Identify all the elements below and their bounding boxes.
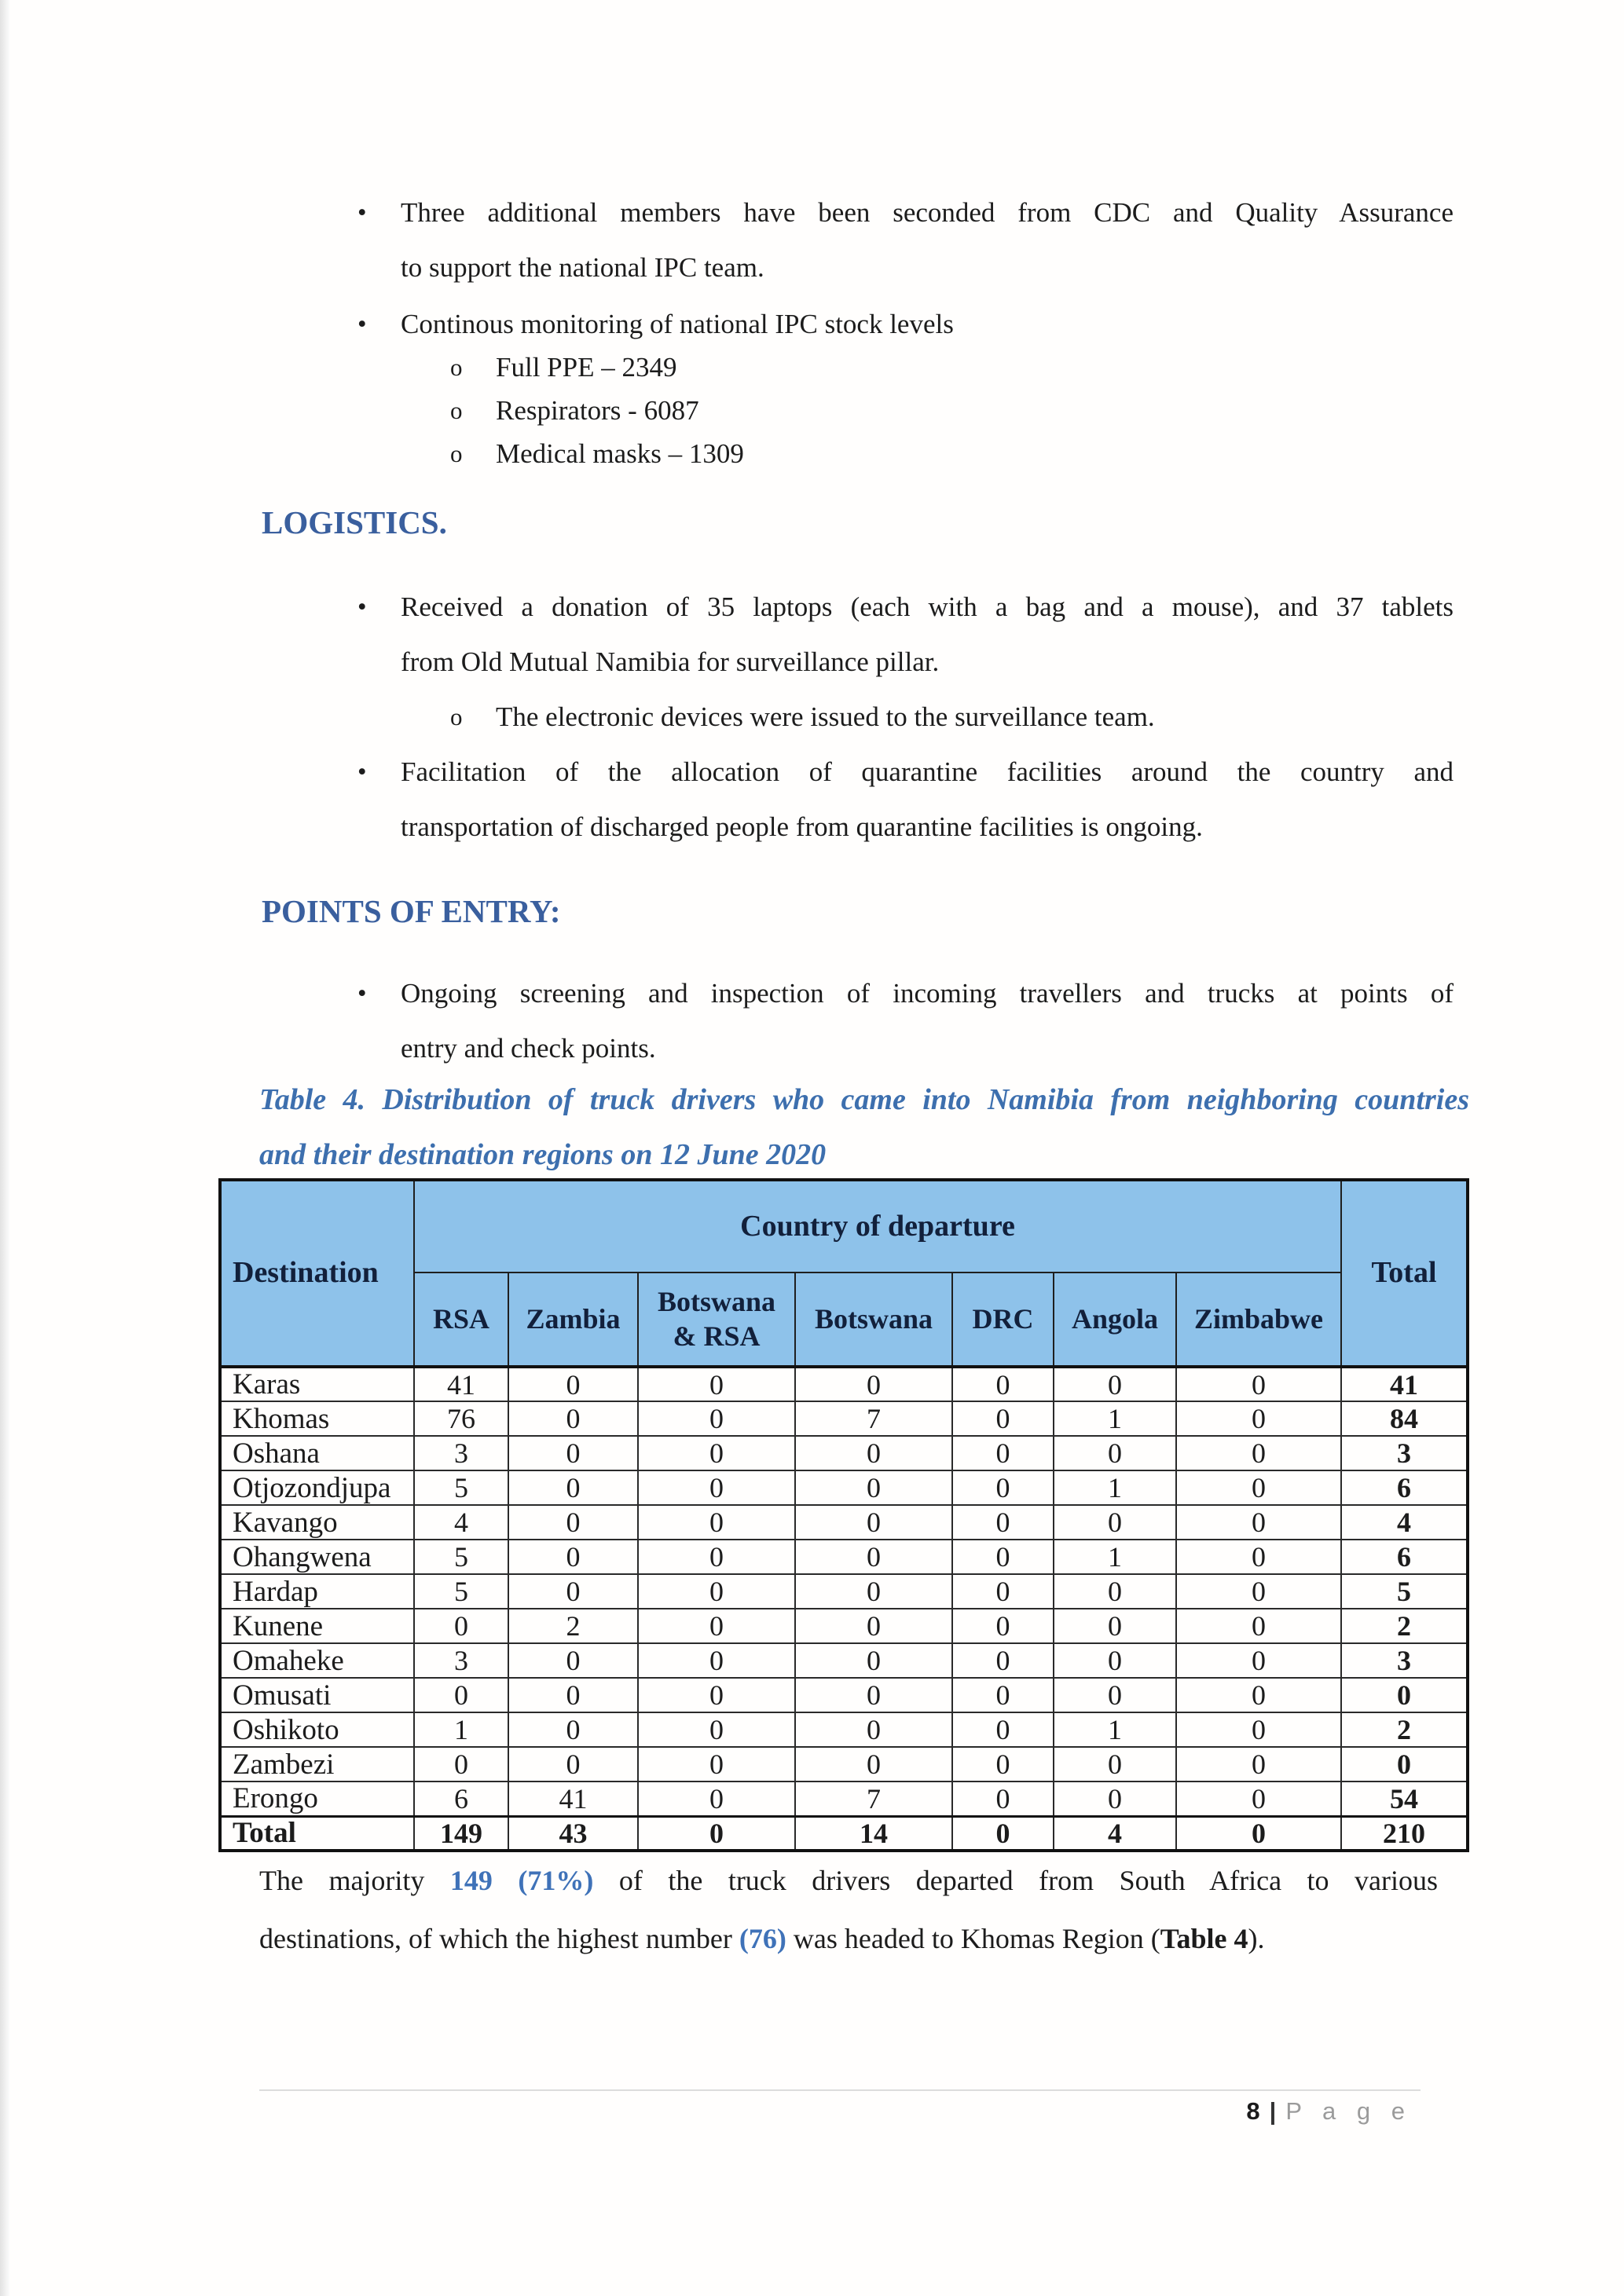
sub-bullet-text: The electronic devices were issued to the surveillance team.	[496, 701, 1155, 732]
bullet-text: transportation of discharged people from quarantine facilities is ongoing.	[401, 811, 1203, 842]
footer-divider	[259, 2089, 1421, 2091]
footer-separator: |	[1269, 2097, 1277, 2125]
table-cell: 0	[638, 1678, 795, 1712]
table-cell: 149	[414, 1816, 508, 1851]
table-cell: 0	[638, 1505, 795, 1540]
table-cell: 0	[1054, 1574, 1176, 1609]
table-cell: 2	[508, 1609, 638, 1643]
table-cell: 0	[1176, 1678, 1341, 1712]
row-header: Zambezi	[220, 1747, 414, 1782]
table-cell-total: 210	[1341, 1816, 1468, 1851]
table-cell: 1	[1054, 1712, 1176, 1747]
table-cell: 0	[795, 1436, 952, 1470]
column-header: Botswana & RSA	[638, 1273, 795, 1367]
footer-page-word: P a g e	[1285, 2097, 1412, 2125]
bullet-text: Continous monitoring of national IPC stock levels	[401, 309, 954, 339]
table-cell: 4	[414, 1505, 508, 1540]
sub-bullet-text: Full PPE – 2349	[496, 352, 677, 383]
table4-truck-drivers	[218, 1178, 1469, 1852]
table-cell: 0	[952, 1436, 1054, 1470]
table-row	[220, 1401, 1468, 1436]
table-cell: 0	[1054, 1505, 1176, 1540]
page-number: 8	[1246, 2097, 1260, 2125]
table-cell: 0	[414, 1609, 508, 1643]
table-cell: 0	[952, 1747, 1054, 1782]
table-cell: 0	[638, 1609, 795, 1643]
table-cell-total: 0	[1341, 1678, 1468, 1712]
table-cell: 0	[638, 1574, 795, 1609]
bullet-text: Three additional members have been seconded from CDC and Quality Assurance	[401, 197, 1454, 228]
table-cell: 0	[1176, 1712, 1341, 1747]
table-cell: 0	[1054, 1747, 1176, 1782]
table-cell: 4	[1054, 1816, 1176, 1851]
table-cell: 41	[508, 1782, 638, 1816]
table-cell: 0	[1054, 1609, 1176, 1643]
table-cell: 14	[795, 1816, 952, 1851]
table-cell: 0	[1054, 1643, 1176, 1678]
section-heading-logistics: LOGISTICS.	[262, 504, 447, 540]
bullet-icon: •	[357, 980, 367, 1008]
table-cell: 0	[1176, 1367, 1341, 1401]
table-cell: 0	[638, 1470, 795, 1505]
table-cell: 0	[1054, 1678, 1176, 1712]
sub-bullet-icon: o	[450, 353, 463, 381]
row-header: Hardap	[220, 1574, 414, 1609]
table-cell: 0	[1054, 1436, 1176, 1470]
summary-paragraph-line-2	[259, 1917, 1438, 1961]
scan-edge-artifact	[0, 0, 9, 2296]
table-header-row	[220, 1180, 1468, 1273]
table-cell-total: 2	[1341, 1712, 1468, 1747]
table-total-row	[220, 1816, 1468, 1851]
table-cell: 0	[508, 1712, 638, 1747]
table-cell: 0	[795, 1540, 952, 1574]
table-cell-total: 54	[1341, 1782, 1468, 1816]
sub-bullet-text: Respirators - 6087	[496, 395, 699, 426]
table-cell-total: 41	[1341, 1367, 1468, 1401]
table-cell: 0	[952, 1367, 1054, 1401]
table-row	[220, 1747, 1468, 1782]
table-cell: 0	[1176, 1747, 1341, 1782]
table-cell: 0	[508, 1678, 638, 1712]
table-cell-total: 3	[1341, 1643, 1468, 1678]
table-cell: 0	[795, 1470, 952, 1505]
bullet-icon: •	[357, 310, 367, 339]
table-cell: 0	[795, 1712, 952, 1747]
table-cell: 0	[795, 1609, 952, 1643]
table-cell: 0	[508, 1367, 638, 1401]
table-cell: 0	[508, 1505, 638, 1540]
table-row	[220, 1540, 1468, 1574]
bullet-text: entry and check points.	[401, 1033, 656, 1064]
table-cell: 0	[638, 1782, 795, 1816]
table-cell: 0	[638, 1367, 795, 1401]
row-header: Kavango	[220, 1505, 414, 1540]
summary-text: was headed to Khomas Region (	[786, 1923, 1160, 1954]
table-cell: 0	[1176, 1401, 1341, 1436]
table-cell: 1	[414, 1712, 508, 1747]
table-cell: 0	[952, 1643, 1054, 1678]
row-header: Omusati	[220, 1678, 414, 1712]
column-header: Botswana	[795, 1273, 952, 1367]
summary-paragraph-line-1	[259, 1858, 1438, 1902]
row-header: Oshikoto	[220, 1712, 414, 1747]
bullet-text: Facilitation of the allocation of quarantine facilities around the country and	[401, 756, 1454, 787]
table-cell: 0	[795, 1747, 952, 1782]
table-row	[220, 1678, 1468, 1712]
summary-table-reference: Table 4	[1160, 1923, 1248, 1954]
table-cell: 0	[508, 1574, 638, 1609]
table-cell-total: 0	[1341, 1747, 1468, 1782]
summary-text: of the truck drivers departed from South Africa to various	[593, 1865, 1438, 1896]
table-cell: 0	[638, 1643, 795, 1678]
row-header: Otjozondjupa	[220, 1470, 414, 1505]
table-cell: 0	[508, 1747, 638, 1782]
table-cell: 5	[414, 1574, 508, 1609]
table-row	[220, 1609, 1468, 1643]
table-cell: 0	[952, 1540, 1054, 1574]
summary-highlight: 149 (71%)	[449, 1865, 594, 1896]
table-row	[220, 1470, 1468, 1505]
bullet-icon: •	[357, 199, 367, 227]
column-header-total: Total	[1341, 1180, 1468, 1367]
bullet-text: to support the national IPC team.	[401, 252, 764, 283]
column-header: RSA	[414, 1273, 508, 1367]
table-cell: 0	[638, 1436, 795, 1470]
table-cell: 0	[952, 1470, 1054, 1505]
table-cell-total: 3	[1341, 1436, 1468, 1470]
table-cell: 1	[1054, 1540, 1176, 1574]
table-row	[220, 1436, 1468, 1470]
table-cell: 76	[414, 1401, 508, 1436]
table-cell: 5	[414, 1540, 508, 1574]
section-heading-points-of-entry: POINTS OF ENTRY:	[262, 893, 561, 929]
table-cell: 0	[414, 1747, 508, 1782]
row-header: Oshana	[220, 1436, 414, 1470]
table-cell: 0	[508, 1643, 638, 1678]
table-cell: 0	[1176, 1643, 1341, 1678]
summary-text: The majority	[259, 1865, 450, 1896]
table-cell: 0	[952, 1782, 1054, 1816]
row-header: Kunene	[220, 1609, 414, 1643]
table-cell: 0	[1054, 1782, 1176, 1816]
table-cell: 3	[414, 1436, 508, 1470]
column-header: Zimbabwe	[1176, 1273, 1341, 1367]
table-cell: 3	[414, 1643, 508, 1678]
row-header-total: Total	[220, 1816, 414, 1851]
table-cell: 0	[952, 1609, 1054, 1643]
table-cell: 0	[508, 1436, 638, 1470]
table-cell: 0	[638, 1816, 795, 1851]
table-cell-total: 6	[1341, 1470, 1468, 1505]
table-caption-line-1: Table 4. Distribution of truck drivers who came into Namibia from neighboring countries	[259, 1083, 1469, 1116]
table-cell: 5	[414, 1470, 508, 1505]
row-header: Khomas	[220, 1401, 414, 1436]
sub-bullet-icon: o	[450, 397, 463, 424]
table-cell: 0	[795, 1574, 952, 1609]
table-cell: 1	[1054, 1401, 1176, 1436]
summary-highlight: (76)	[739, 1923, 786, 1954]
table-cell: 41	[414, 1367, 508, 1401]
table-cell: 7	[795, 1782, 952, 1816]
summary-text: ).	[1248, 1923, 1265, 1954]
table-cell: 0	[795, 1678, 952, 1712]
sub-bullet-text: Medical masks – 1309	[496, 438, 744, 469]
table-cell: 0	[508, 1470, 638, 1505]
bullet-text: from Old Mutual Namibia for surveillance pillar.	[401, 646, 940, 677]
table-cell: 0	[952, 1401, 1054, 1436]
table-caption-line-2: and their destination regions on 12 June 2020	[259, 1138, 827, 1171]
column-group-header-country-of-departure: Country of departure	[414, 1180, 1341, 1273]
column-header: Angola	[1054, 1273, 1176, 1367]
table-cell-total: 5	[1341, 1574, 1468, 1609]
table-cell: 1	[1054, 1470, 1176, 1505]
table-cell: 0	[1176, 1609, 1341, 1643]
table-cell: 0	[1054, 1367, 1176, 1401]
table-cell: 0	[1176, 1574, 1341, 1609]
table-cell: 0	[952, 1678, 1054, 1712]
row-header: Karas	[220, 1367, 414, 1401]
table-cell: 0	[1176, 1782, 1341, 1816]
table-cell: 0	[1176, 1505, 1341, 1540]
bullet-text: Received a donation of 35 laptops (each with a bag and a mouse), and 37 tablets	[401, 591, 1454, 622]
table-cell: 0	[1176, 1816, 1341, 1851]
bullet-icon: •	[357, 758, 367, 786]
table-cell: 0	[638, 1401, 795, 1436]
table-cell: 0	[508, 1401, 638, 1436]
table-row	[220, 1712, 1468, 1747]
table-cell-total: 4	[1341, 1505, 1468, 1540]
table-cell: 0	[795, 1505, 952, 1540]
table-cell: 6	[414, 1782, 508, 1816]
table-row	[220, 1782, 1468, 1816]
table-row	[220, 1367, 1468, 1401]
table-cell: 0	[952, 1712, 1054, 1747]
table-cell: 0	[508, 1540, 638, 1574]
row-header: Erongo	[220, 1782, 414, 1816]
table-cell: 0	[952, 1574, 1054, 1609]
sub-bullet-icon: o	[450, 703, 463, 731]
table-cell-total: 6	[1341, 1540, 1468, 1574]
sub-bullet-icon: o	[450, 440, 463, 467]
column-header-destination: Destination	[220, 1180, 414, 1367]
table-cell: 0	[638, 1540, 795, 1574]
summary-text: destinations, of which the highest number	[259, 1923, 739, 1954]
table-cell: 0	[952, 1505, 1054, 1540]
table-cell: 7	[795, 1401, 952, 1436]
column-header: DRC	[952, 1273, 1054, 1367]
table-row	[220, 1505, 1468, 1540]
table-cell: 0	[952, 1816, 1054, 1851]
table-cell-total: 2	[1341, 1609, 1468, 1643]
row-header: Omaheke	[220, 1643, 414, 1678]
table-row	[220, 1574, 1468, 1609]
bullet-text: Ongoing screening and inspection of incoming travellers and trucks at points of	[401, 978, 1454, 1009]
table-cell: 0	[638, 1747, 795, 1782]
table-row	[220, 1643, 1468, 1678]
table-cell: 0	[795, 1367, 952, 1401]
row-header: Ohangwena	[220, 1540, 414, 1574]
table-cell: 0	[638, 1712, 795, 1747]
page-footer	[1246, 2096, 1412, 2127]
table-cell: 0	[795, 1643, 952, 1678]
bullet-icon: •	[357, 593, 367, 621]
table-cell: 0	[1176, 1540, 1341, 1574]
table-cell: 0	[1176, 1436, 1341, 1470]
table-cell: 43	[508, 1816, 638, 1851]
column-header: Zambia	[508, 1273, 638, 1367]
table-cell: 0	[414, 1678, 508, 1712]
table-cell: 0	[1176, 1470, 1341, 1505]
table-cell-total: 84	[1341, 1401, 1468, 1436]
